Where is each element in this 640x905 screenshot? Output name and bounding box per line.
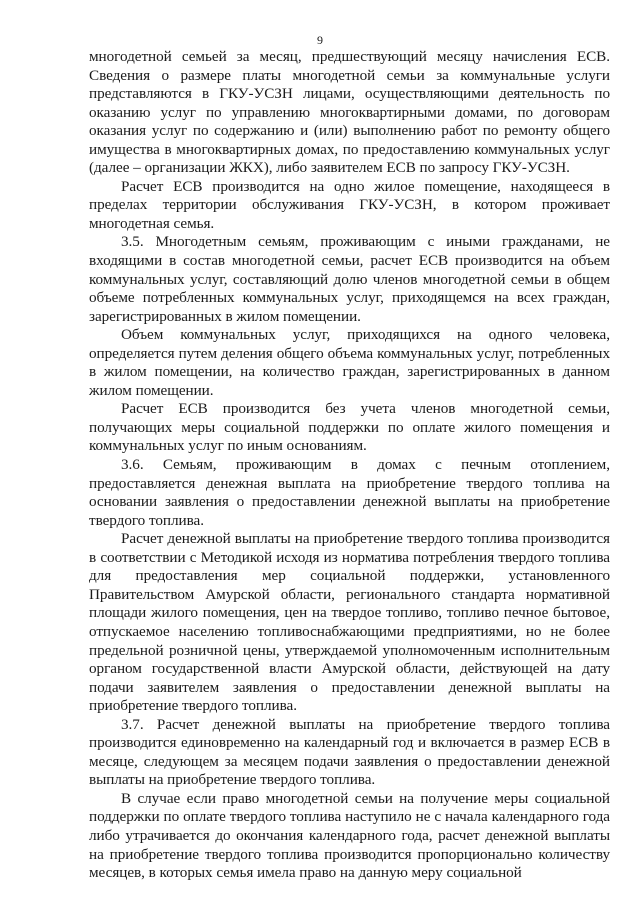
paragraph-proportional-calculation: В случае если право многодетной семьи на получение меры социальной поддержки по оплате твердого топлива наступило не с начала календарного года либо утрачивается до окончания календарного года, расчет денежной выплаты на приобретение твердого топлива производится пропорционально количеству месяцев, в которых семья имела право на данную меру социальной xyxy=(89,789,610,882)
paragraph-clause-3-5: 3.5. Многодетным семьям, проживающим с иными гражданами, не входящими в состав многодетной семьи, расчет ЕСВ производится на объем коммунальных услуг, составляющий долю членов многодетной семьи в общем объеме потребленных коммунальных услуг, приходящемся на всех граждан, зарегистрированных в жилом помещении. xyxy=(89,233,610,325)
paragraph-clause-3-6: 3.6. Семьям, проживающим в домах с печным отоплением, предоставляется денежная выплата на приобретение твердого топлива на основании заявления о предоставлении денежной выплаты на приобретение твердого топлива. xyxy=(89,456,610,529)
paragraph-esv-exclusion: Расчет ЕСВ производится без учета членов многодетной семьи, получающих меры социальной поддержки по оплате жилого помещения и коммунальных услуг по иным основаниям. xyxy=(89,400,610,455)
document-body xyxy=(89,48,610,883)
paragraph-utility-volume-per-person: Объем коммунальных услуг, приходящихся на одного человека, определяется путем деления общего объема коммунальных услуг, потребленных в жилом помещении, на количество граждан, зарегистрированных в данном жилом помещении. xyxy=(89,326,610,399)
page-number: 9 xyxy=(317,33,323,47)
paragraph-esv-calculation-premises: Расчет ЕСВ производится на одно жилое помещение, находящееся в пределах территории обслуживания ГКУ-УСЗН, в котором проживает многодетная семья. xyxy=(89,177,610,232)
paragraph-clause-3-7: 3.7. Расчет денежной выплаты на приобретение твердого топлива производится единовременно на календарный год и включается в размер ЕСВ в месяце, следующем за месяцем подачи заявления о предоставлении денежной выплаты на приобретение твердого топлива. xyxy=(89,715,610,789)
paragraph-continuation: многодетной семьей за месяц, предшествующий месяцу начисления ЕСВ. Сведения о размере платы многодетной семьи за коммунальные услуги представляются в ГКУ-УСЗН лицами, осуществляющими деятельность по оказанию услуг по управлению многоквартирными домами, по договорам оказания услуг по содержанию и (или) выполнению работ по ремонту общего имущества в многоквартирных домах, по предоставлению коммунальных услуг (далее – организации ЖКХ), либо заявителем ЕСВ по запросу ГКУ-УСЗН. xyxy=(89,48,610,177)
paragraph-fuel-payment-calculation: Расчет денежной выплаты на приобретение твердого топлива производится в соответствии с Методикой исходя из норматива потребления твердого топлива для предоставления мер социальной поддержки, установленного Правительством Амурской области, регионального стандарта нормативной площади жилого помещения, цен на твердое топливо, топливо печное бытовое, отпускаемое населению топливоснабжающими предприятиями, но не более предельной розничной цены, утверждаемой уполномоченным исполнительным органом государственной власти Амурской области, действующей на дату подачи заявителем заявления о предоставлении денежной выплаты на приобретение твердого топлива. xyxy=(89,530,610,715)
